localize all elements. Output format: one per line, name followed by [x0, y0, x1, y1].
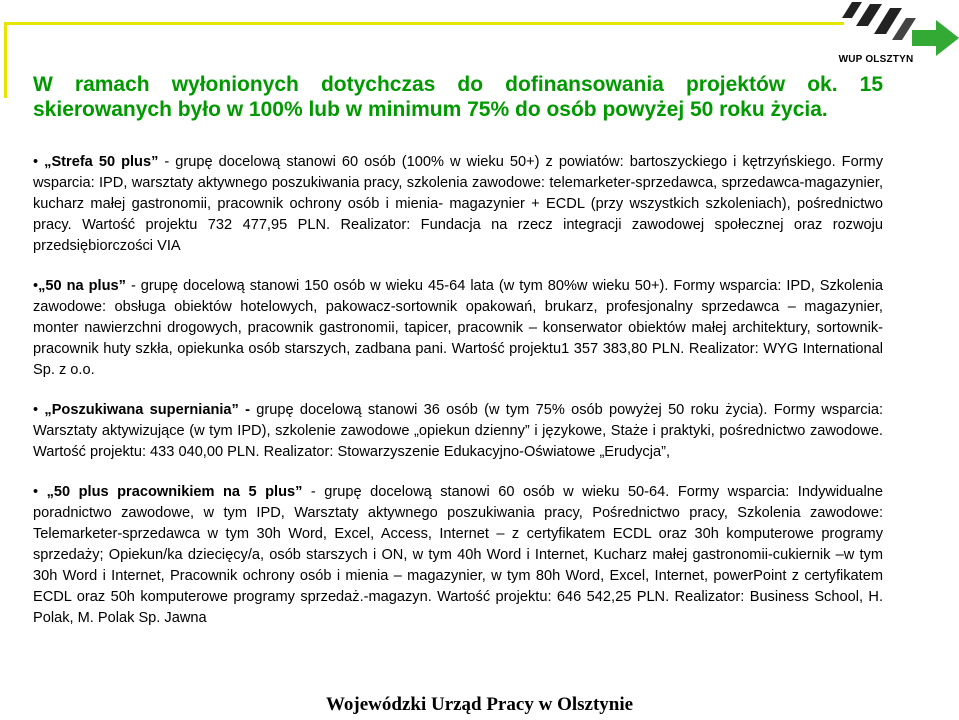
list-item — [33, 276, 883, 381]
bullet-icon: • — [33, 154, 39, 170]
project-list — [33, 152, 883, 648]
footer-institution: Wojewódzki Urząd Pracy w Olsztynie — [325, 694, 634, 715]
page-headline: W ramach wyłonionych dotychczas do dofinansowania projektów ok. 15 skierowanych było w 100% lub w minimum 75% do osób powyżej 50 roku życia. — [33, 73, 883, 121]
list-item — [33, 400, 883, 463]
bullet-icon: • — [33, 278, 39, 294]
logo-text: WUP OLSZTYN — [838, 54, 914, 65]
frame-top-line — [4, 22, 844, 25]
item-text: grupę docelową stanowi 36 osób (w tym 75% osób powyżej 50 roku życia). Formy wsparcia: Warsztaty aktywizujące (w tym IPD), szkolenie zawodowe „opiekun dzienny” i językowe, Staże i praktyki, pośrednictwo zawodowe. Wartość projektu: 433 040,00 PLN. Realizator: Stowarzyszenie Edukacyjno-Oświatowe „Erudycja”, — [33, 402, 884, 460]
list-item — [33, 482, 883, 629]
item-title: „Strefa 50 plus” — [44, 154, 159, 170]
bullet-icon: • — [33, 484, 39, 500]
bullet-icon: • — [33, 402, 39, 418]
item-title: „50 plus pracownikiem na 5 plus” — [46, 484, 303, 500]
item-title: „50 na plus” — [38, 278, 126, 294]
item-title: „Poszukiwana superniania” - — [44, 402, 251, 418]
item-text: - grupę docelową stanowi 60 osób (100% w wieku 50+) z powiatów: bartoszyckiego i kętrzyńskiego. Formy wsparcia: IPD, warsztaty aktywnego poszukiwania pracy, szkolenia zawodowe: telemarketer-sprzedawca, sprzedawca-magazynier, kucharz małej gastronomii, pracownik ochrony osób i mienia- magazynier + ECDL (przy wszystkich szkoleniach), pośrednictwo pracy. Wartość projektu 732 477,95 PLN. Realizator: Fundacja na rzecz integracji zawodowej społecznej oraz rozwoju przedsiębiorczości VIA — [33, 154, 884, 254]
list-item — [33, 152, 883, 257]
item-text: - grupę docelową stanowi 150 osób w wieku 45-64 lata (w tym 80%w wieku 50+). Formy wsparcia: IPD, Szkolenia zawodowe: obsługa obiektów hotelowych, pakowacz-sortownik opakowań, brukarz, profesjonalny sprzedawca – magazynier, monter nawierzchni drogowych, pracownik gastronomii, tapicer, pracownik – konserwator obiektów małej architektury, sortownik-pracownik huty szkła, opiekunka osób starszych, zadbana pani. Wartość projektu1 357 383,80 PLN. Realizator: WYG International Sp. z o.o. — [33, 278, 884, 378]
frame-left-line — [4, 22, 7, 98]
item-text: - grupę docelową stanowi 60 osób w wieku 50-64. Formy wsparcia: Indywidualne poradnictwo zawodowe, w tym IPD, Warsztaty aktywnego poszukiwania pracy, Pośrednictwo pracy, Szkolenia zawodowe: Telemarketer-sprzedawca w tym 30h Word, Excel, Access, Internet – z certyfikatem ECDL oraz 30h komputerowe programy sprzedaży; Opiekun/ka dziecięcy/a, osób starszych i ON, w tym 40h Word i Internet, Kucharz małej gastronomii-cukiernik –w tym 30h Word i Internet, Pracownik ochrony osób i mienia – magazynier, w tym 80h Word, Excel, Internet, powerPoint z certyfikatem ECDL oraz 50h komputerowe programy sprzedaż.-magazyn. Wartość projektu: 646 542,25 PLN. Realizator: Business School, H. Polak, M. Polak Sp. Jawna — [33, 484, 883, 626]
